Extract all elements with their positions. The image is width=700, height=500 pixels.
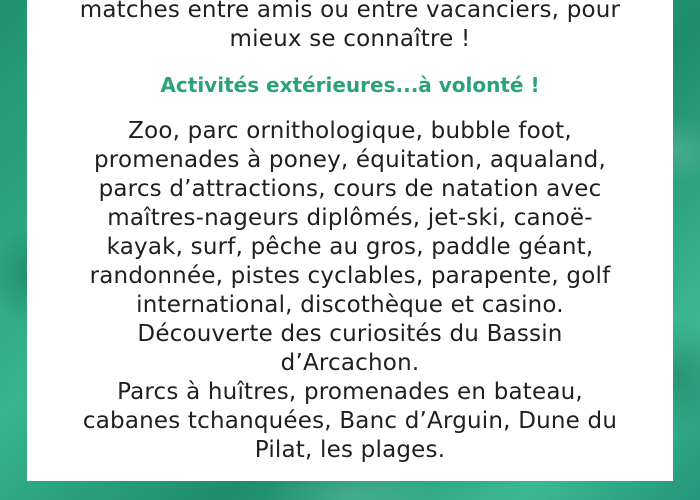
body-line: Pilat, les plages. xyxy=(254,437,446,463)
body-line: cabanes tchanquées, Banc d’Arguin, Dune du xyxy=(82,408,618,434)
body-line: promenades à poney, équitation, aqualand, xyxy=(94,147,606,173)
body-line: Découverte des curiosités du Bassin xyxy=(137,321,563,347)
content-card xyxy=(27,0,673,481)
intro-line: matches entre amis ou entre vacanciers, pour xyxy=(79,0,621,23)
body-line: randonnée, pistes cyclables, parapente, golf xyxy=(89,263,611,289)
intro-line: mieux se connaître ! xyxy=(229,26,471,52)
section-heading: Activités extérieures...à volonté ! xyxy=(160,73,540,97)
body-line: international, discothèque et casino. xyxy=(136,292,564,318)
body-line: kayak, surf, pêche au gros, paddle géant, xyxy=(106,234,594,260)
body-line: parcs d’attractions, cours de natation avec xyxy=(98,176,602,202)
body-line: Parcs à huîtres, promenades en bateau, xyxy=(117,379,583,405)
intro-paragraph xyxy=(27,0,673,54)
activities-paragraph xyxy=(37,117,663,465)
body-line: d’Arcachon. xyxy=(280,350,420,376)
body-line: Zoo, parc ornithologique, bubble foot, xyxy=(128,118,572,144)
body-line: maîtres-nageurs diplômés, jet-ski, canoë- xyxy=(107,205,593,231)
